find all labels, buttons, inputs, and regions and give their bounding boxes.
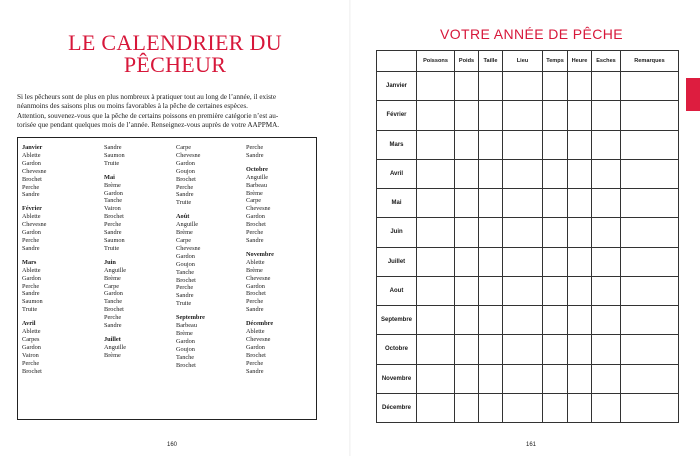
log-entry-cell[interactable] xyxy=(503,159,543,188)
log-entry-cell[interactable] xyxy=(503,189,543,218)
log-entry-cell[interactable] xyxy=(455,159,479,188)
calendar-fish-item: Perche xyxy=(22,282,40,290)
intro-paragraph xyxy=(17,93,327,130)
row-month-label: Mars xyxy=(377,130,417,159)
calendar-fish-item: Perche xyxy=(176,183,194,191)
calendar-fish-item: Anguille xyxy=(176,221,199,229)
table-row xyxy=(377,101,679,130)
log-entry-cell[interactable] xyxy=(621,218,679,247)
calendar-fish-item: Carpes xyxy=(22,335,40,343)
log-entry-cell[interactable] xyxy=(592,306,621,335)
calendar-fish-item: Sandre xyxy=(246,306,264,314)
intro-line: Attention, souvenez-vous que la pêche de certains poissons en première catégorie n’est au- xyxy=(17,111,279,120)
log-entry-cell[interactable] xyxy=(455,393,479,422)
calendar-fish-item: Anguille xyxy=(246,173,269,181)
intro-line: torisée que pendant quelques mois de l’année. Renseignez-vous auprès de votre AAPPMA. xyxy=(17,120,280,129)
log-entry-cell[interactable] xyxy=(479,335,503,364)
row-month-label: Avril xyxy=(377,159,417,188)
log-entry-cell[interactable] xyxy=(568,247,592,276)
table-row xyxy=(377,393,679,422)
log-entry-cell[interactable] xyxy=(621,72,679,101)
calendar-fish-item: Brochet xyxy=(104,213,124,221)
log-entry-cell[interactable] xyxy=(503,130,543,159)
log-entry-cell[interactable] xyxy=(568,276,592,305)
calendar-fish-item: Tanche xyxy=(104,298,123,306)
calendar-fish-item: Anguille xyxy=(104,266,127,274)
calendar-month-heading: Mars xyxy=(22,258,37,266)
table-row xyxy=(377,159,679,188)
page-number-left: 160 xyxy=(167,442,178,448)
calendar-fish-item: Truite xyxy=(104,244,120,252)
log-entry-cell[interactable] xyxy=(592,247,621,276)
table-row xyxy=(377,72,679,101)
log-entry-cell[interactable] xyxy=(543,189,568,218)
calendar-column xyxy=(176,144,246,369)
calendar-fish-item: Brochet xyxy=(104,306,124,314)
log-entry-cell[interactable] xyxy=(568,72,592,101)
log-entry-cell[interactable] xyxy=(479,218,503,247)
table-row xyxy=(377,276,679,305)
log-entry-cell[interactable] xyxy=(621,364,679,393)
log-entry-cell[interactable] xyxy=(568,130,592,159)
log-entry-cell[interactable] xyxy=(479,101,503,130)
calendar-fish-item: Perche xyxy=(246,144,264,151)
calendar-fish-item: Perche xyxy=(22,183,40,191)
table-row xyxy=(377,130,679,159)
calendar-fish-item: Barbeau xyxy=(176,322,197,330)
log-entry-cell[interactable] xyxy=(417,218,455,247)
calendar-fish-item: Carpe xyxy=(104,282,120,290)
log-entry-cell[interactable] xyxy=(479,130,503,159)
log-entry-cell[interactable] xyxy=(543,335,568,364)
column-header: Esches xyxy=(592,51,621,72)
log-entry-cell[interactable] xyxy=(621,276,679,305)
calendar-fish-item: Carpe xyxy=(176,144,192,151)
log-entry-cell[interactable] xyxy=(621,306,679,335)
calendar-fish-item: Anguille xyxy=(104,343,127,351)
log-entry-cell[interactable] xyxy=(455,306,479,335)
log-entry-cell[interactable] xyxy=(503,364,543,393)
log-entry-cell[interactable] xyxy=(621,101,679,130)
log-entry-cell[interactable] xyxy=(479,306,503,335)
calendar-fish-item: Gardon xyxy=(104,290,123,298)
table-header-row xyxy=(377,51,679,72)
calendar-month-heading: Janvier xyxy=(22,144,43,151)
log-entry-cell[interactable] xyxy=(568,159,592,188)
calendar-fish-item: Gardon xyxy=(246,282,265,290)
log-entry-cell[interactable] xyxy=(417,247,455,276)
calendar-fish-item: Gardon xyxy=(22,229,41,237)
calendar-fish-item: Brème xyxy=(176,329,193,337)
row-month-label: Septembre xyxy=(377,306,417,335)
calendar-fish-item: Carpe xyxy=(246,197,262,205)
log-entry-cell[interactable] xyxy=(568,335,592,364)
calendar-fish-item: Sandre xyxy=(246,236,264,244)
log-entry-cell[interactable] xyxy=(417,393,455,422)
log-entry-cell[interactable] xyxy=(479,276,503,305)
row-month-label: Juillet xyxy=(377,247,417,276)
log-entry-cell[interactable] xyxy=(503,306,543,335)
calendar-fish-item: Ablette xyxy=(22,151,41,159)
calendar-fish-item: Truite xyxy=(22,306,38,314)
calendar-column xyxy=(104,144,174,360)
calendar-fish-item: Gardon xyxy=(246,343,265,351)
calendar-fish-item: Brochet xyxy=(176,361,196,369)
calendar-fish-item: Gardon xyxy=(176,337,195,345)
calendar-fish-item: Sandre xyxy=(22,244,40,252)
log-entry-cell[interactable] xyxy=(417,101,455,130)
log-entry-cell[interactable] xyxy=(455,72,479,101)
log-entry-cell[interactable] xyxy=(455,276,479,305)
log-entry-cell[interactable] xyxy=(455,335,479,364)
calendar-fish-item: Brochet xyxy=(246,290,266,298)
row-month-label: Décembre xyxy=(377,393,417,422)
log-entry-cell[interactable] xyxy=(455,101,479,130)
calendar-month-heading: Août xyxy=(176,213,190,221)
column-header xyxy=(377,51,417,72)
log-entry-cell[interactable] xyxy=(417,335,455,364)
calendar-fish-item: Vairon xyxy=(22,351,39,359)
calendar-fish-item: Truite xyxy=(104,159,120,167)
calendar-fish-item: Brochet xyxy=(176,276,196,284)
calendar-fish-item: Brème xyxy=(246,266,263,274)
calendar-fish-item: Brochet xyxy=(246,221,266,229)
column-header: Temps xyxy=(543,51,568,72)
calendar-fish-item: Brème xyxy=(104,351,121,359)
log-entry-cell[interactable] xyxy=(479,247,503,276)
log-entry-cell[interactable] xyxy=(592,159,621,188)
calendar-fish-item: Tanche xyxy=(176,353,195,361)
log-entry-cell[interactable] xyxy=(503,247,543,276)
calendar-fish-item: Ablette xyxy=(22,266,41,274)
title-line-1: LE CALENDRIER DU xyxy=(68,30,282,55)
log-entry-cell[interactable] xyxy=(621,335,679,364)
calendar-fish-item: Perche xyxy=(22,236,40,244)
calendar-fish-item: Truite xyxy=(176,300,192,308)
calendar-month-heading: Juin xyxy=(104,258,116,266)
log-entry-cell[interactable] xyxy=(592,335,621,364)
calendar-fish-item: Chevesne xyxy=(246,274,271,282)
table-row xyxy=(377,364,679,393)
table-row xyxy=(377,306,679,335)
calendar-fish-item: Tanche xyxy=(176,268,195,276)
calendar-fish-item: Gardon xyxy=(22,343,41,351)
calendar-fish-item: Truite xyxy=(176,199,192,207)
log-entry-cell[interactable] xyxy=(479,364,503,393)
calendar-fish-item: Chevesne xyxy=(22,167,47,175)
calendar-fish-item: Brochet xyxy=(176,175,196,183)
calendar-fish-item: Ablette xyxy=(246,328,265,336)
log-entry-cell[interactable] xyxy=(592,218,621,247)
fishing-calendar-box xyxy=(17,137,317,420)
calendar-fish-item: Chevesne xyxy=(246,335,271,343)
log-entry-cell[interactable] xyxy=(543,306,568,335)
calendar-fish-item: Brème xyxy=(104,274,121,282)
intro-line: néanmoins des saisons plus ou moins favorables à la pêche de certaines espèces. xyxy=(17,102,248,111)
row-month-label: Aout xyxy=(377,276,417,305)
log-entry-cell[interactable] xyxy=(455,364,479,393)
log-entry-cell[interactable] xyxy=(543,72,568,101)
log-entry-cell[interactable] xyxy=(479,393,503,422)
title-line-2: PÊCHEUR xyxy=(123,52,227,77)
calendar-fish-item: Goujon xyxy=(176,260,195,268)
calendar-fish-item: Gardon xyxy=(104,189,123,197)
intro-line: Si les pêcheurs sont de plus en plus nombreux à pratiquer tout au long de l’année, il existe xyxy=(17,93,277,101)
log-entry-cell[interactable] xyxy=(543,130,568,159)
log-entry-cell[interactable] xyxy=(592,393,621,422)
logbook-title: VOTRE ANNÉE DE PÊCHE xyxy=(440,26,624,42)
calendar-month-heading: Juillet xyxy=(104,335,121,343)
calendar-fish-item: Saumon xyxy=(22,298,43,306)
calendar-fish-item: Chevesne xyxy=(246,205,271,213)
calendar-column xyxy=(246,144,316,375)
calendar-fish-item: Chevesne xyxy=(176,151,201,159)
log-entry-cell[interactable] xyxy=(503,101,543,130)
table-row xyxy=(377,189,679,218)
calendar-fish-item: Brème xyxy=(104,181,121,189)
log-entry-cell[interactable] xyxy=(479,72,503,101)
log-entry-cell[interactable] xyxy=(592,101,621,130)
log-entry-cell[interactable] xyxy=(417,130,455,159)
calendar-fish-item: Perche xyxy=(246,359,264,367)
calendar-fish-item: Sandre xyxy=(176,292,194,300)
row-month-label: Février xyxy=(377,101,417,130)
column-header: Lieu xyxy=(503,51,543,72)
log-entry-cell[interactable] xyxy=(568,101,592,130)
log-entry-cell[interactable] xyxy=(621,130,679,159)
calendar-fish-item: Sandre xyxy=(104,322,122,330)
log-entry-cell[interactable] xyxy=(455,189,479,218)
column-header: Taille xyxy=(479,51,503,72)
log-entry-cell[interactable] xyxy=(592,364,621,393)
calendar-fish-item: Brochet xyxy=(246,351,266,359)
log-entry-cell[interactable] xyxy=(543,364,568,393)
log-entry-cell[interactable] xyxy=(592,276,621,305)
calendar-fish-item: Saumon xyxy=(104,151,125,159)
log-entry-cell[interactable] xyxy=(503,393,543,422)
calendar-fish-item: Brochet xyxy=(22,175,42,183)
calendar-fish-item: Sandre xyxy=(104,229,122,237)
calendar-fish-item: Chevesne xyxy=(176,244,201,252)
log-entry-cell[interactable] xyxy=(568,393,592,422)
calendar-fish-item: Chevesne xyxy=(22,221,47,229)
calendar-fish-item: Vairon xyxy=(104,205,121,213)
column-header: Heure xyxy=(568,51,592,72)
row-month-label: Novembre xyxy=(377,364,417,393)
calendar-fish-item: Brochet xyxy=(22,367,42,375)
log-entry-cell[interactable] xyxy=(417,72,455,101)
calendar-fish-item: Perche xyxy=(104,221,122,229)
log-entry-cell[interactable] xyxy=(503,72,543,101)
calendar-month-heading: Février xyxy=(22,205,42,213)
log-entry-cell[interactable] xyxy=(621,247,679,276)
calendar-fish-item: Carpe xyxy=(176,236,192,244)
log-entry-cell[interactable] xyxy=(592,189,621,218)
calendar-month-heading: Novembre xyxy=(246,250,274,258)
calendar-fish-item: Ablette xyxy=(246,258,265,266)
log-entry-cell[interactable] xyxy=(455,247,479,276)
calendar-month-heading: Septembre xyxy=(176,314,205,322)
log-entry-cell[interactable] xyxy=(417,189,455,218)
log-entry-cell[interactable] xyxy=(479,189,503,218)
log-entry-cell[interactable] xyxy=(543,159,568,188)
log-entry-cell[interactable] xyxy=(455,218,479,247)
calendar-month-heading: Décembre xyxy=(246,320,274,328)
log-entry-cell[interactable] xyxy=(503,335,543,364)
calendar-fish-item: Brème xyxy=(246,189,263,197)
calendar-fish-item: Sandre xyxy=(104,144,122,151)
calendar-column xyxy=(22,144,92,375)
calendar-fish-item: Sandre xyxy=(246,367,264,375)
calendar-fish-item: Sandre xyxy=(246,151,264,159)
calendar-fish-item: Saumon xyxy=(104,236,125,244)
log-entry-cell[interactable] xyxy=(621,189,679,218)
calendar-fish-item: Perche xyxy=(246,298,264,306)
log-entry-cell[interactable] xyxy=(417,276,455,305)
log-entry-cell[interactable] xyxy=(543,218,568,247)
log-entry-cell[interactable] xyxy=(592,72,621,101)
calendar-fish-item: Gardon xyxy=(22,159,41,167)
calendar-fish-item: Goujon xyxy=(176,167,195,175)
log-entry-cell[interactable] xyxy=(592,130,621,159)
column-header: Poids xyxy=(455,51,479,72)
log-entry-cell[interactable] xyxy=(503,276,543,305)
row-month-label: Mai xyxy=(377,189,417,218)
calendar-fish-item: Brème xyxy=(176,229,193,237)
calendar-fish-item: Gardon xyxy=(176,252,195,260)
column-header: Remarques xyxy=(621,51,679,72)
calendar-fish-item: Perche xyxy=(246,229,264,237)
calendar-fish-item: Goujon xyxy=(176,345,195,353)
log-entry-cell[interactable] xyxy=(543,101,568,130)
calendar-fish-item: Barbeau xyxy=(246,181,267,189)
log-entry-cell[interactable] xyxy=(417,364,455,393)
log-entry-cell[interactable] xyxy=(455,130,479,159)
fishing-logbook-table xyxy=(376,50,679,423)
calendar-fish-item: Perche xyxy=(104,314,122,322)
calendar-fish-item: Gardon xyxy=(246,213,265,221)
log-entry-cell[interactable] xyxy=(621,393,679,422)
log-entry-cell[interactable] xyxy=(543,247,568,276)
log-entry-cell[interactable] xyxy=(568,218,592,247)
table-row xyxy=(377,247,679,276)
calendar-fish-item: Gardon xyxy=(176,159,195,167)
calendar-fish-item: Gardon xyxy=(22,274,41,282)
log-entry-cell[interactable] xyxy=(543,276,568,305)
log-entry-cell[interactable] xyxy=(479,159,503,188)
calendar-fish-item: Sandre xyxy=(176,191,194,199)
log-entry-cell[interactable] xyxy=(417,159,455,188)
log-entry-cell[interactable] xyxy=(568,364,592,393)
calendar-month-heading: Mai xyxy=(104,173,115,181)
calendar-fish-item: Perche xyxy=(22,359,40,367)
calendar-fish-item: Sandre xyxy=(22,191,40,199)
log-entry-cell[interactable] xyxy=(543,393,568,422)
table-row xyxy=(377,335,679,364)
section-tab-marker xyxy=(686,78,700,111)
calendar-month-heading: Octobre xyxy=(246,165,268,173)
calendar-fish-item: Perche xyxy=(176,284,194,292)
column-header: Poissons xyxy=(417,51,455,72)
calendar-fish-item: Ablette xyxy=(22,328,41,336)
row-month-label: Octobre xyxy=(377,335,417,364)
calendar-fish-item: Sandre xyxy=(22,290,40,298)
calendar-fish-item: Tanche xyxy=(104,197,123,205)
calendar-fish-item: Ablette xyxy=(22,213,41,221)
log-entry-cell[interactable] xyxy=(417,306,455,335)
log-entry-cell[interactable] xyxy=(503,218,543,247)
page-title xyxy=(30,32,320,76)
page-number-right: 161 xyxy=(526,442,537,448)
row-month-label: Janvier xyxy=(377,72,417,101)
log-entry-cell[interactable] xyxy=(568,306,592,335)
calendar-month-heading: Avril xyxy=(22,320,36,328)
table-row xyxy=(377,218,679,247)
log-entry-cell[interactable] xyxy=(568,189,592,218)
row-month-label: Juin xyxy=(377,218,417,247)
log-entry-cell[interactable] xyxy=(621,159,679,188)
